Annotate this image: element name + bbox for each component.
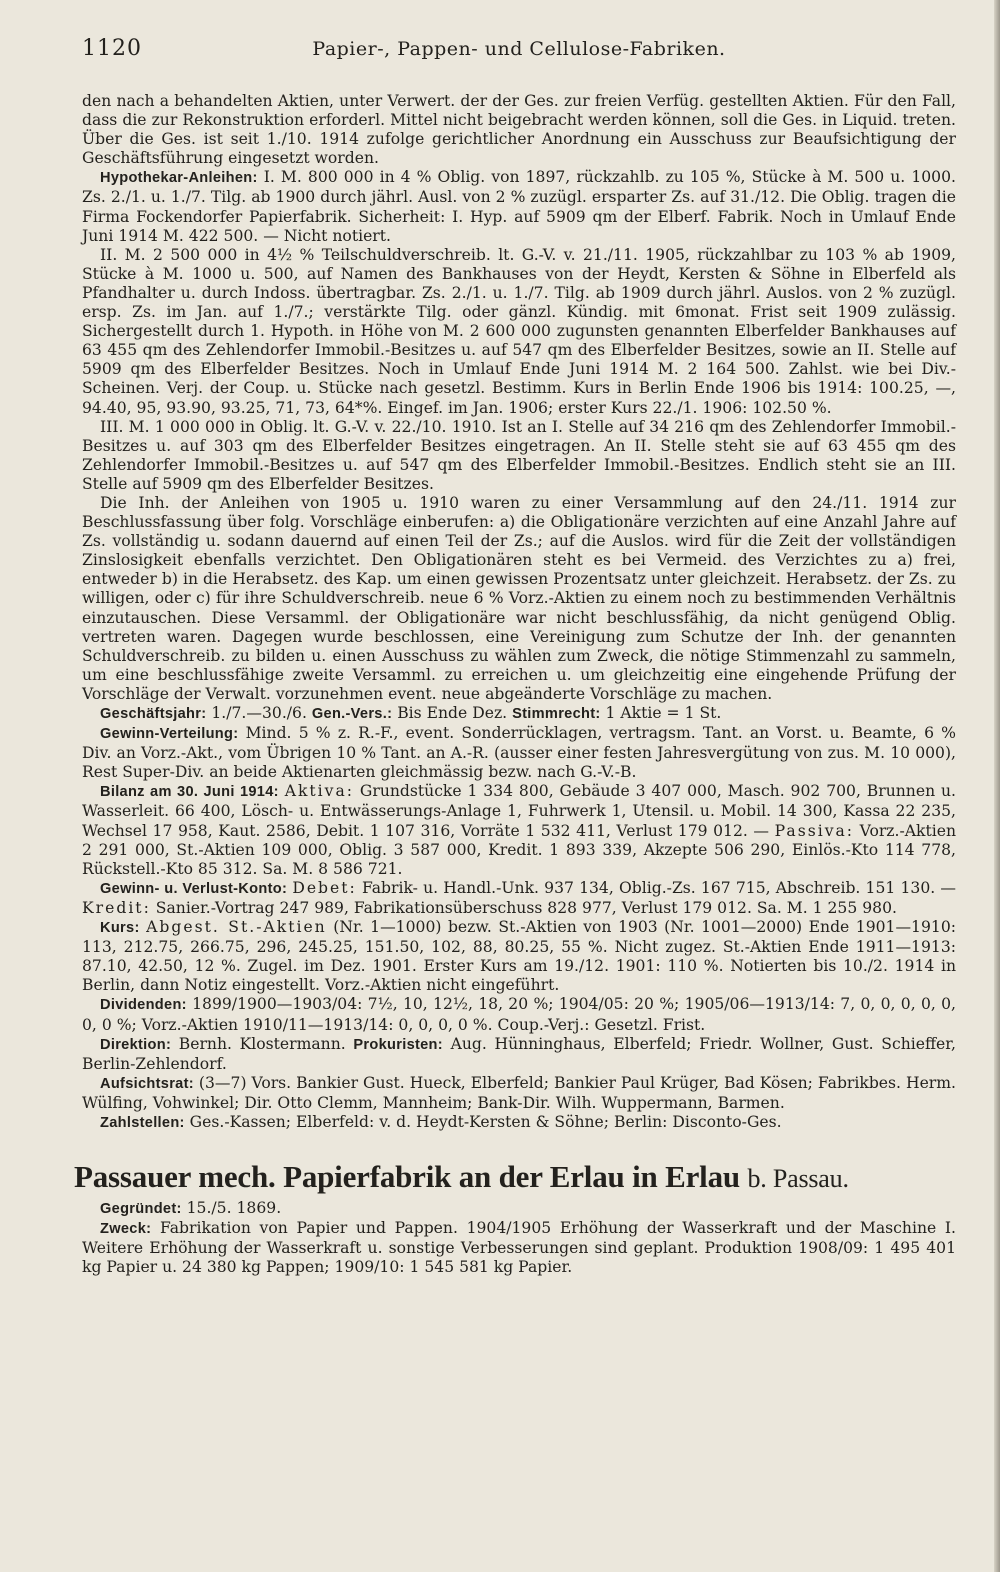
kurs-text: (Nr. 1—1000) bezw. St.-Aktien von 1903 (Nr. 1001—2000) Ende 1901—1910: 113, 212.75, 266.75, 296, 245.25, 151.50, 102, 88, 80.25, 55 %. Nicht zugez. St.-Aktien Ende 1911—1913: 87.10, 42.50, 12 %. Zugel. im Dez. 1901. Erster Kurs am 19./12. 1901: 110 %. Notierten bis 10./2. 1914 in Berlin, dann Notiz eingestellt. Vorz.-Aktien nicht eingeführt. bbox=[82, 918, 956, 995]
stimmrecht-text: 1 Aktie = 1 St. bbox=[605, 704, 722, 722]
dividenden-paragraph bbox=[82, 995, 956, 1034]
direktion-label: Direktion: bbox=[100, 1036, 172, 1053]
aufsichtsrat-label: Aufsichtsrat: bbox=[100, 1075, 194, 1092]
kurs-label: Kurs: bbox=[100, 920, 140, 937]
abgest-label: Abgest. St.-Aktien bbox=[146, 918, 327, 937]
anleihe-iii-paragraph: III. M. 1 000 000 in Oblig. lt. G.-V. v. 22./10. 1910. Ist an I. Stelle auf 34 216 qm des Zehlendorfer Immobil.-Besitzes u. auf 303 qm des Elberfelder Besitzes eingetragen. An II. Stelle steht sie auf 63 455 qm des Zehlendorfer Immobil.-Besitzes u. auf 547 qm des Elberfelder Immobil.-Besitzes. Endlich steht sie an III. Stelle auf 5909 qm des Elberfelder Besitzes. bbox=[82, 417, 956, 493]
hypothekar-anleihen-paragraph bbox=[82, 168, 956, 245]
passiva-text: Vorz.-Aktien 2 291 000, St.-Aktien 109 000, Oblig. 3 587 000, Kredit. 1 893 339, Akzepte 506 290, Einlös.-Kto 114 778, Rückstell.-Kto 85 312. Sa. M. 8 586 721. bbox=[82, 821, 956, 878]
gewinn-verteilung-text: Mind. 5 % z. R.-F., event. Sonderrücklagen, vertragsm. Tant. an Vorst. u. Beamte, 6 % Div. an Vorz.-Akt., vom Übrigen 10 % Tant. an A.-R. (ausser einer festen Jahresvergütung von zus. M. 10 000), Rest Super-Div. an beide Aktienarten gleichmässig bezw. nach G.-V.-B. bbox=[82, 724, 957, 782]
gewinn-verteilung-paragraph bbox=[82, 724, 956, 782]
running-head: Papier-, Pappen- und Cellulose-Fabriken. bbox=[312, 38, 726, 60]
gewinn-verteilung-label: Gewinn-Verteilung: bbox=[100, 726, 239, 743]
direktion-text: Bernh. Klostermann. bbox=[178, 1034, 346, 1053]
kurs-paragraph bbox=[82, 918, 956, 995]
debet-text: Fabrik- u. Handl.-Unk. 937 134, Oblig.-Zs. 167 715, Abschreib. 151 130. — bbox=[361, 878, 956, 897]
kredit-label: Kredit: bbox=[82, 898, 151, 917]
zweck-label: Zweck: bbox=[100, 1221, 152, 1238]
zahlstellen-label: Zahlstellen: bbox=[100, 1114, 185, 1131]
aktiva-label: Aktiva: bbox=[284, 782, 355, 801]
debet-label: Debet: bbox=[292, 878, 357, 897]
zahlstellen-text: Ges.-Kassen; Elberfeld: v. d. Heydt-Kersten & Söhne; Berlin: Disconto-Ges. bbox=[189, 1112, 782, 1131]
company-name: Passauer mech. Papierfabrik an der Erlau in Erlau bbox=[74, 1159, 740, 1195]
dividenden-text: 1899/1900—1903/04: 7½, 10, 12½, 18, 20 %; 1904/05: 20 %; 1905/06—1913/14: 7, 0, 0, 0, 0, 0, 0, 0 %; Vorz.-Aktien 1910/11—1913/14: 0, 0, 0, 0 %. Coup.-Verj.: Gesetzl. Frist. bbox=[82, 995, 956, 1034]
gegruendet-label: Gegründet: bbox=[100, 1201, 182, 1218]
gewinn-verlust-label: Gewinn- u. Verlust-Konto: bbox=[100, 880, 288, 897]
page-header bbox=[82, 36, 956, 76]
versammlung-paragraph: Die Inh. der Anleihen von 1905 u. 1910 waren zu einer Versammlung auf den 24./11. 1914 zur Beschlussfassung über folg. Vorschläge einberufen: a) die Obligationäre verzichten auf eine Anzahl Jahre auf Zs. vollständig u. sodann dauernd auf einen Teil der Zs.; auf die Auslos. wird für die Zeit der vollständigen Zinslosigkeit ebenfalls verzichtet. Den Obligationären steht es bei Vermeid. des Verzichtes zu a) frei, entweder b) in die Herabsetz. des Kap. um einen gewissen Prozentsatz unter gleichzeit. Herabsetz. der Zs. zu willigen, oder c) für ihre Schuldverschreib. neue 6 % Vorz.-Aktien zu einem noch zu bestimmenden Verhältnis einzutauschen. Diese Versamml. der Obligationäre war nicht beschlussfähig, da nicht genügend Oblig. vertreten waren. Dagegen wurde beschlossen, eine Vereinigung zum Schutze der Inh. der genannten Schuldverschreib. zu bilden u. einen Ausschuss zu wählen zum Zweck, die nötige Stimmenzahl zu sammeln, um eine beschlussfähige zweite Versamml. zu erreichen u. um gleichzeitig eine eingehende Prüfung der Vorschläge der Verwalt. vorzunehmen event. neue abgeänderte Vorschläge zu machen. bbox=[82, 493, 956, 703]
company-title bbox=[74, 1159, 956, 1197]
gegruendet-paragraph bbox=[82, 1199, 956, 1219]
passiva-label: Passiva: bbox=[774, 821, 855, 840]
geschaeftsjahr-paragraph bbox=[82, 704, 956, 724]
hypothekar-anleihen-label: Hypothekar-Anleihen: bbox=[100, 170, 258, 187]
aufsichtsrat-text: (3—7) Vors. Bankier Gust. Hueck, Elberfeld; Bankier Paul Krüger, Bad Kösen; Fabrikbes. Herm. Wülfing, Vohwinkel; Dir. Otto Clemm, Mannheim; Bank-Dir. Wilh. Wuppermann, Barmen. bbox=[82, 1073, 956, 1112]
prokuristen-text: Aug. Hünninghaus, Elberfeld; Friedr. Wollner, Gust. Schieffer, Berlin-Zehlendorf. bbox=[82, 1034, 956, 1073]
direktion-paragraph bbox=[82, 1035, 956, 1074]
anleihe-ii-paragraph: II. M. 2 500 000 in 4½ % Teilschuldverschreib. lt. G.-V. v. 21./11. 1905, rückzahlbar zu 103 % ab 1909, Stücke à M. 1000 u. 500, auf Namen des Bankhauses von der Heydt, Kersten & Söhne in Elberfeld als Pfandhalter u. durch Indoss. übertragbar. Zs. 2./1. u. 1./7. Tilg. ab 1909 durch jährl. Auslos. von 2 % zuzügl. ersp. Zs. im Jan. auf 1./7.; verstärkte Tilg. oder gänzl. Kündig. mit 6monat. Frist seit 1909 zulässig. Sichergestellt durch 1. Hypoth. in Höhe von M. 2 600 000 zugunsten genannten Elberfelder Bankhauses auf 63 455 qm des Zehlendorfer Immobil.-Besitzes u. auf 547 qm des Elberfelder Besitzes, sowie an II. Stelle auf 5909 qm des Elberfelder Besitzes. Noch in Umlauf Ende Juni 1914 M. 2 164 500. Zahlst. wie bei Div.-Scheinen. Verj. der Coup. u. Stücke nach gesetzl. Bestimm. Kurs in Berlin Ende 1906 bis 1914: 100.25, —, 94.40, 95, 93.90, 93.25, 71, 73, 64*%. Eingef. im Jan. 1906; erster Kurs 22./1. 1906: 102.50 %. bbox=[82, 245, 956, 417]
dividenden-label: Dividenden: bbox=[100, 997, 187, 1014]
aktiva-text: Grundstücke 1 334 800, Gebäude 3 407 000, Masch. 902 700, Brunnen u. Wasserleit. 66 400, Lösch- u. Entwässerungs-Anlage 1, Fuhrwerk 1, Utensil. u. Mobil. 14 300, Kassa 22 235, Wechsel 17 958, Kaut. 2586, Debit. 1 107 316, Vorräte 1 532 411, Verlust 179 012. — bbox=[82, 782, 956, 840]
prokuristen-label: Prokuristen: bbox=[353, 1036, 443, 1053]
page-number: 1120 bbox=[82, 36, 142, 61]
bilanz-label: Bilanz am 30. Juni 1914: bbox=[100, 784, 279, 801]
gegruendet-text: 15./5. 1869. bbox=[186, 1199, 282, 1218]
stimmrecht-label: Stimmrecht: bbox=[512, 706, 601, 722]
zweck-text: Fabrikation von Papier und Pappen. 1904/1905 Erhöhung der Wasserkraft und der Maschine I. Weitere Erhöhung der Wasserkraft u. sonstige Verbesserungen sind geplant. Produktion 1908/09: 1 495 401 kg Papier u. 24 380 kg Pappen; 1909/10: 1 545 581 kg Papier. bbox=[82, 1219, 957, 1277]
page-content bbox=[74, 92, 957, 1277]
intro-paragraph: den nach a behandelten Aktien, unter Verwert. der der Ges. zur freien Verfüg. gestellten Aktien. Für den Fall, dass die zur Rekonstruktion erforderl. Mittel nicht beigebracht werden können, soll die Ges. in Liquid. treten. Über die Ges. ist seit 1./10. 1914 zufolge gerichtlicher Anordnung ein Ausschuss zur Beaufsichtigung der Geschäftsführung eingesetzt worden. bbox=[82, 92, 956, 168]
geschaeftsjahr-label: Geschäftsjahr: bbox=[100, 706, 207, 722]
gen-vers-label: Gen.-Vers.: bbox=[311, 706, 393, 722]
zahlstellen-paragraph bbox=[82, 1113, 956, 1133]
bilanz-paragraph bbox=[82, 782, 956, 878]
gewinn-verlust-paragraph bbox=[82, 879, 956, 918]
zweck-paragraph bbox=[82, 1219, 956, 1277]
company-location: b. Passau. bbox=[747, 1164, 849, 1194]
aufsichtsrat-paragraph bbox=[82, 1074, 956, 1113]
geschaeftsjahr-text: 1./7.—30./6. bbox=[211, 704, 307, 722]
gen-vers-text: Bis Ende Dez. bbox=[397, 704, 508, 722]
kredit-text: Sanier.-Vortrag 247 989, Fabrikationsüberschuss 828 977, Verlust 179 012. Sa. M. 1 255 980. bbox=[155, 898, 897, 917]
hypothekar-anleihen-text: I. M. 800 000 in 4 % Oblig. von 1897, rückzahlb. zu 105 %, Stücke à M. 500 u. 1000. Zs. 2./1. u. 1./7. Tilg. ab 1900 durch jährl. Ausl. von 2 % zuzügl. ersparter Zs. auf 31./12. Die Oblig. tragen die Firma Fockendorfer Papierfabrik. Sicherheit: I. Hyp. auf 5909 qm der Elberf. Fabrik. Noch in Umlauf Ende Juni 1914 M. 422 500. — Nicht notiert. bbox=[82, 168, 956, 245]
